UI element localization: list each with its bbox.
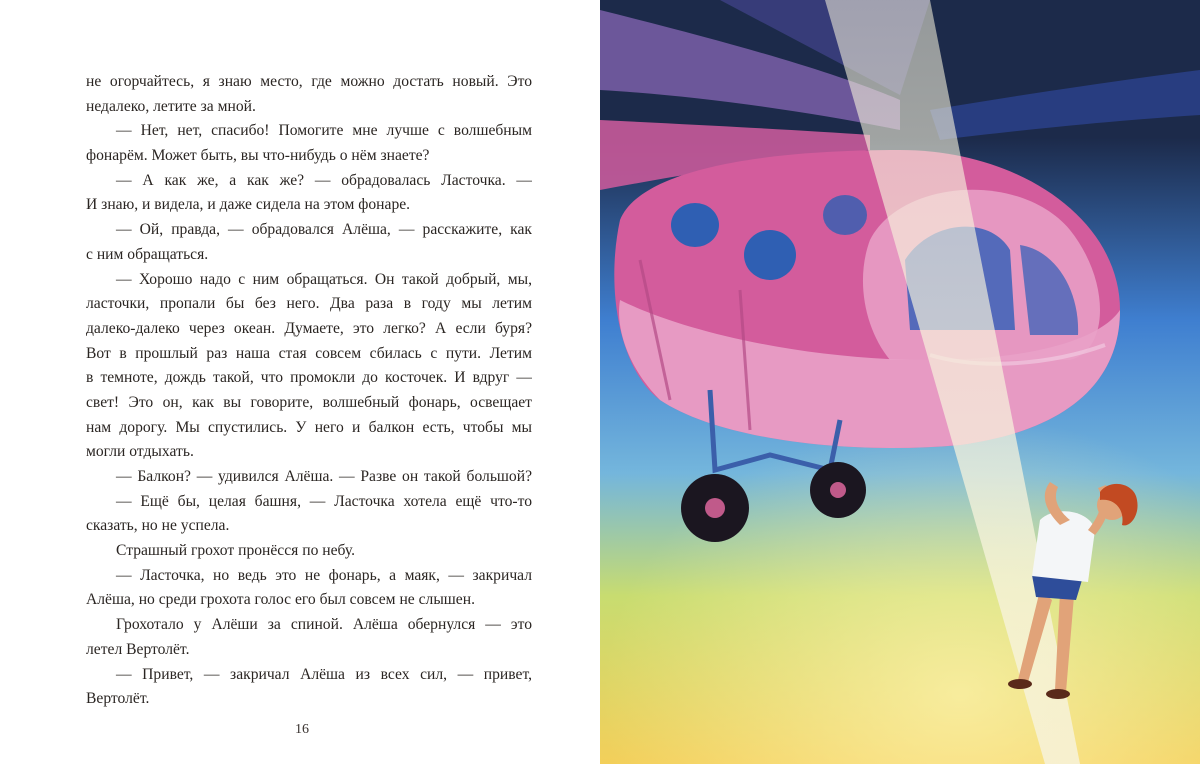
text-line: Вот в прошлый раз наша стая совсем сбилась с пути. Летим — [86, 344, 532, 362]
text-line: Алёша, но среди грохота голос его был совсем не слышен. — [86, 591, 475, 609]
helicopter — [614, 150, 1120, 448]
text-line: Вертолёт. — [86, 690, 150, 708]
text-line: далеко-далеко через океан. Думаете, это легко? А если буря? — [86, 319, 532, 337]
text-line: Грохотало у Алёши за спиной. Алёша обернулся — это — [116, 616, 532, 634]
text-line: И знаю, и видела, и даже сидела на этом фонаре. — [86, 196, 411, 214]
text-line: не огорчайтесь, я знаю место, где можно достать новый. Это — [86, 73, 532, 90]
text-line: с ним обращаться. — [86, 245, 209, 263]
text-line: — Балкон? — удивился Алёша. — Разве он такой большой? — [116, 468, 532, 485]
illustration-art — [600, 0, 1200, 764]
text-line: — А как же, а как же? — обрадовалась Ласточка. — — [116, 171, 532, 189]
page-number: 16 — [295, 722, 309, 737]
text-line: недалеко, летите за мной. — [86, 97, 256, 115]
text-line: — Ой, правда, — обрадовался Алёша, — расскажите, как — [116, 221, 532, 239]
story-text — [86, 70, 532, 712]
text-line: летел Вертолёт. — [86, 640, 190, 658]
text-line: в темноте, дождь такой, что промокли до косточек. И вдруг — — [86, 369, 532, 387]
text-line: ласточки, пропали бы без него. Два раза в году мы летим — [86, 295, 532, 313]
text-line: Страшный грохот пронёсся по небу. — [116, 542, 355, 560]
text-line: свет! Это он, как вы говорите, волшебный фонарь, освещает — [86, 393, 532, 411]
text-line: могли отдыхать. — [86, 443, 194, 461]
illustration — [600, 0, 1200, 764]
text-line: — Ещё бы, целая башня, — Ласточка хотела ещё что-то — [116, 492, 532, 510]
text-line: фонарём. Может быть, вы что-нибудь о нём знаете? — [86, 147, 430, 165]
text-line: сказать, но не успела. — [86, 517, 230, 535]
text-line: нам дорогу. Мы спустились. У него и балкон есть, чтобы мы — [86, 418, 532, 436]
text-line: — Хорошо надо с ним обращаться. Он такой добрый, мы, — [116, 270, 532, 288]
text-line: — Привет, — закричал Алёша из всех сил, — привет, — [116, 665, 532, 683]
text-line: — Ласточка, но ведь это не фонарь, а маяк, — закричал — [116, 566, 532, 584]
text-line: — Нет, нет, спасибо! Помогите мне лучше с волшебным — [116, 122, 532, 140]
